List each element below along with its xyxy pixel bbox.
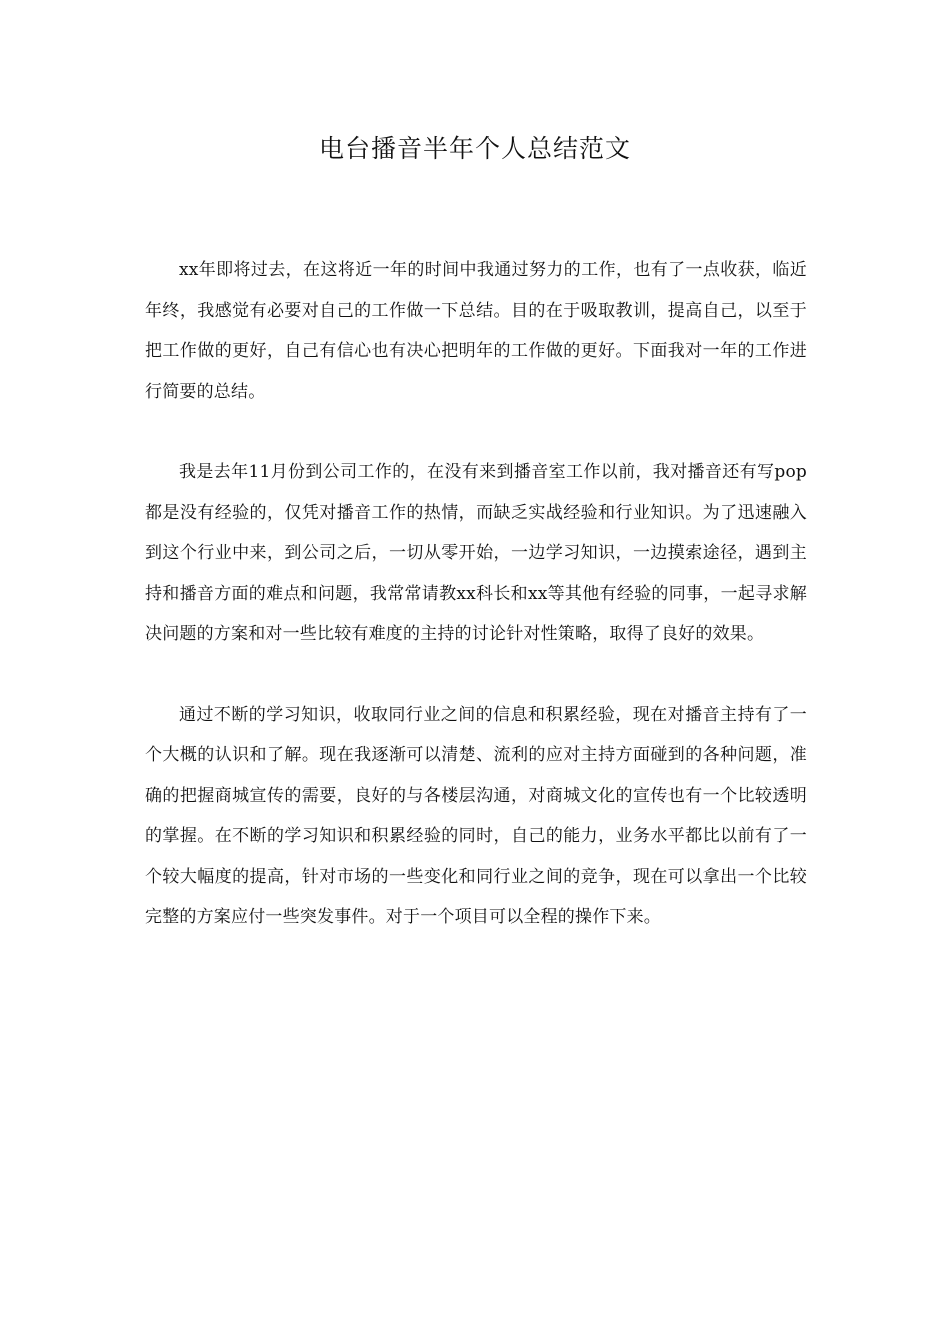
paragraph-2: 我是去年11月份到公司工作的，在没有来到播音室工作以前，我对播音还有写pop都是没有经验的，仅凭对播音工作的热情，而缺乏实战经验和行业知识。为了迅速融入到这个行业中来，到公司之后，一切从零开始，一边学习知识，一边摸索途径，遇到主持和播音方面的难点和问题，我常常请教xx科长和xx等其他有经验的同事，一起寻求解决问题的方案和对一些比较有难度的主持的讨论针对性策略，取得了良好的效果。	[145, 462, 807, 644]
document-title: 电台播音半年个人总结范文	[318, 134, 631, 163]
paragraph-1: xx年即将过去，在这将近一年的时间中我通过努力的工作，也有了一点收获，临近年终，我感觉有必要对自己的工作做一下总结。目的在于吸取教训，提高自己，以至于把工作做的更好，自己有信心也有决心把明年的工作做的更好。下面我对一年的工作进行简要的总结。	[145, 260, 807, 402]
paragraph-3: 通过不断的学习知识，收取同行业之间的信息和积累经验，现在对播音主持有了一个大概的认识和了解。现在我逐渐可以清楚、流利的应对主持方面碰到的各种问题，准确的把握商城宣传的需要，良好的与各楼层沟通，对商城文化的宣传也有一个比较透明的掌握。在不断的学习知识和积累经验的同时，自己的能力，业务水平都比以前有了一个较大幅度的提高，针对市场的一些变化和同行业之间的竞争，现在可以拿出一个比较完整的方案应付一些突发事件。对于一个项目可以全程的操作下来。	[145, 704, 807, 927]
document-body	[145, 250, 807, 978]
